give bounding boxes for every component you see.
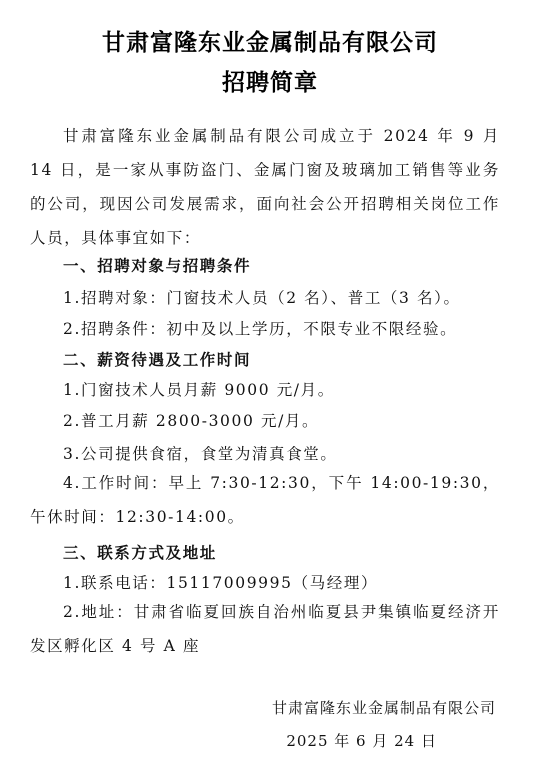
salary-technician-item: 1.门窗技术人员月薪 9000 元/月。 xyxy=(63,381,335,399)
working-hours-item: 4.工作时间：早上 7:30-12:30，下午 14:00-19:30，午休时间：12:30-14:00。 xyxy=(30,474,500,526)
address-item: 2.地址：甘肃省临夏回族自治州临夏县尹集镇临夏经济开发区孵化区 4 号 A 座 xyxy=(30,603,500,655)
company-title: 甘肃富隆东业金属制品有限公司 xyxy=(102,30,438,56)
section-heading-recruitment: 一、招聘对象与招聘条件 xyxy=(63,257,252,275)
section-heading-contact: 三、联系方式及地址 xyxy=(63,544,217,562)
signature-company: 甘肃富隆东业金属制品有限公司 xyxy=(271,699,496,717)
recruitment-condition-item: 2.招聘条件：初中及以上学历，不限专业不限经验。 xyxy=(63,320,458,338)
recruitment-target-item: 1.招聘对象：门窗技术人员（2 名）、普工（3 名）。 xyxy=(63,289,461,307)
accommodation-item: 3.公司提供食宿，食堂为清真食堂。 xyxy=(63,445,338,463)
section-heading-salary: 二、薪资待遇及工作时间 xyxy=(63,351,252,369)
signature-date: 2025 年 6 月 24 日 xyxy=(286,732,437,750)
notice-title: 招聘简章 xyxy=(222,70,318,96)
intro-paragraph: 甘肃富隆东业金属制品有限公司成立于 2024 年 9 月 14 日，是一家从事防盗门、金属门窗及玻璃加工销售等业务的公司，现因公司发展需求，面向社会公开招聘相关岗位工作人员，具体事宜如下： xyxy=(30,127,500,247)
contact-phone-item: 1.联系电话：15117009995（马经理） xyxy=(63,574,379,592)
salary-worker-item: 2.普工月薪 2800-3000 元/月。 xyxy=(63,412,320,430)
